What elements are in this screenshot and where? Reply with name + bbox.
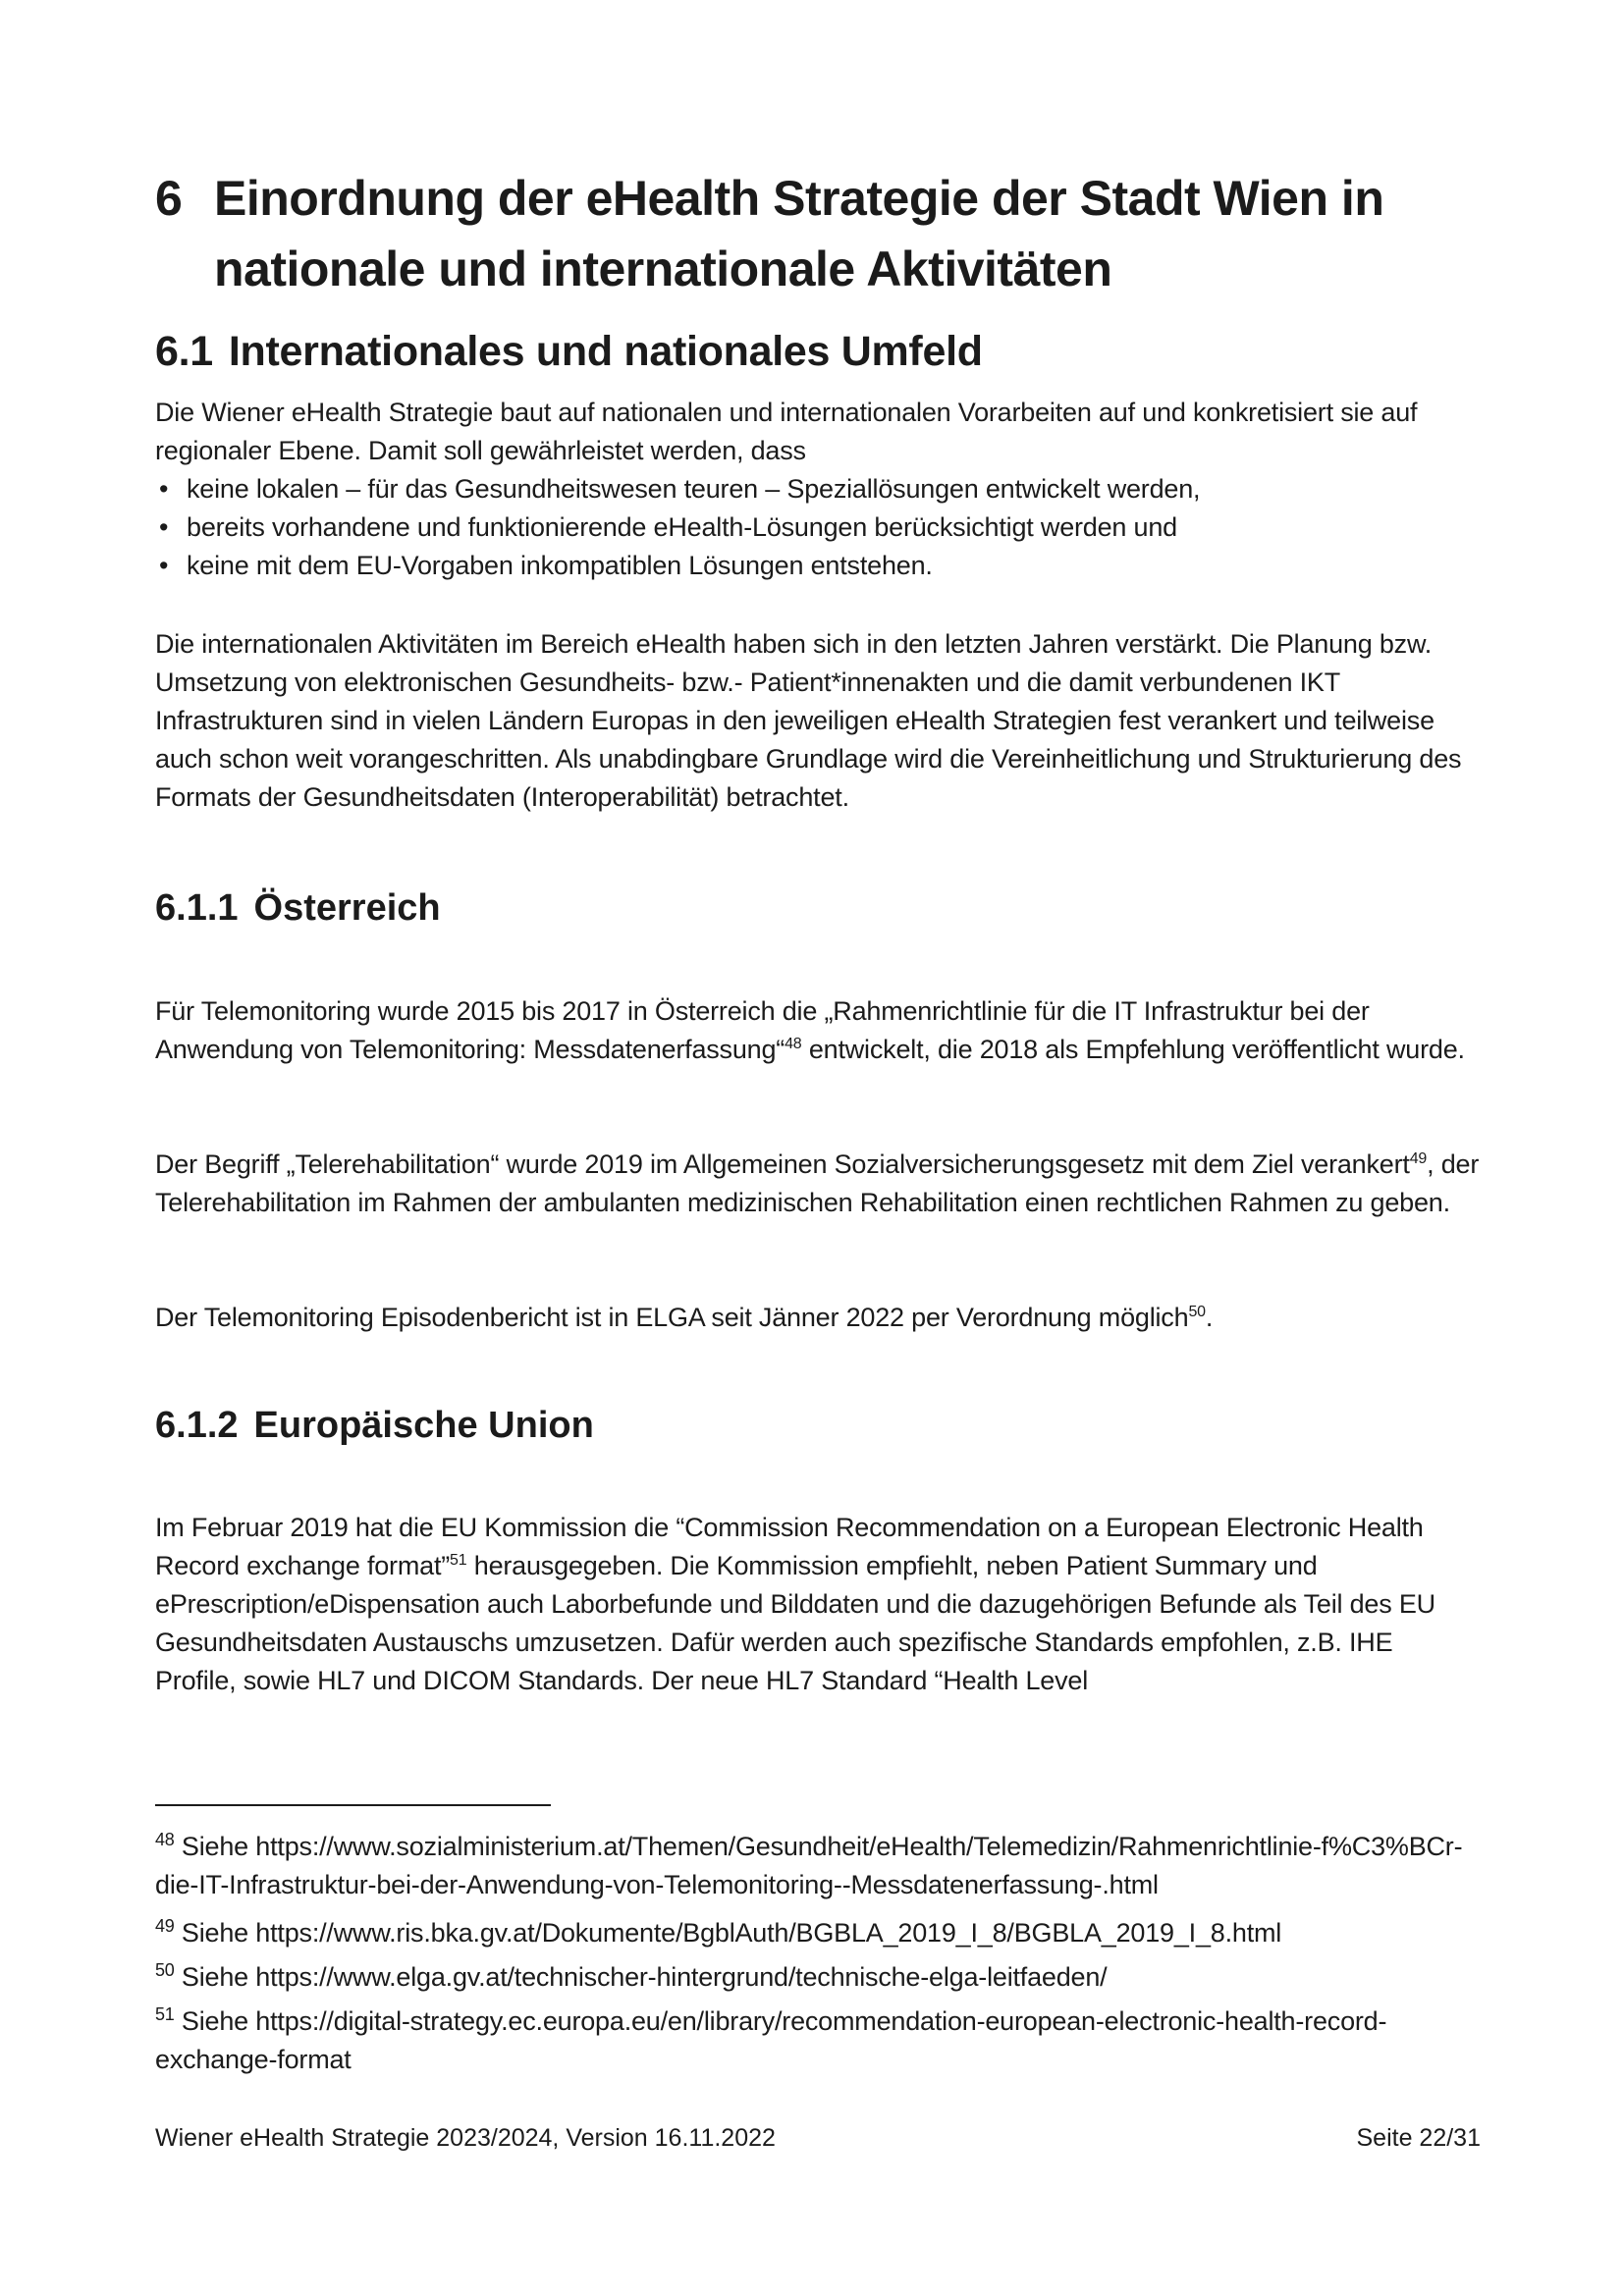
chapter-title-line-1: Einordnung der eHealth Strategie der Stadt Wien in [214,171,1384,226]
footnote-48 [155,1828,1481,1904]
bullet-icon: • [159,474,169,504]
footnote-number: 48 [155,1830,175,1849]
footnote-number: 51 [155,2004,175,2024]
footnote-ref[interactable]: 49 [1409,1150,1428,1167]
austria-paragraph-2: Der Begriff „Telerehabilitation“ wurde 2019 im Allgemeinen Sozialversicherungsgesetz mit dem Ziel verankert$^{49}$, der Telerehabilitation im Rahmen der ambulanten medizinischen Rehabilitation einen rechtlichen Rahmen zu geben. [155,1149,1480,1217]
intro-paragraph [155,394,1481,585]
chapter-number: 6 [155,171,183,226]
footnote-link[interactable]: Siehe https://www.ris.bka.gv.at/Dokumente/BgblAuth/BGBLA_2019_I_8/BGBLA_2019_I_8.html [174,1918,1282,1948]
chapter-title-line-2: nationale und internationale Aktivitäten [214,241,1112,296]
footnote-link[interactable]: Siehe https://digital-strategy.ec.europa.eu/en/library/recommendation-european-electronic-health-record-exchange-format [155,2006,1387,2074]
footnote-ref[interactable]: 48 [785,1036,802,1052]
footnote-number: 50 [155,1960,175,1980]
footnote-link[interactable]: Siehe https://www.sozialministerium.at/Themen/Gesundheit/eHealth/Telemedizin/Rahmenrichtlinie-f%C3%BCr-die-IT-Infrastruktur-bei-der-Anwendung-von-Telemonitoring--Messdatenerfassung-.html [155,1832,1463,1899]
bullet-icon: • [159,512,169,542]
section-number: 6.1.2 [155,1405,239,1446]
footnote-49 [155,1914,1481,1952]
footer-document-title: Wiener eHealth Strategie 2023/2024, Version 16.11.2022 [155,2124,776,2152]
list-item: • keine lokalen – für das Gesundheitswesen teuren – Speziallösungen entwickelt werden, [155,470,1481,508]
footer-page-number: Seite 22/31 [1356,2124,1481,2152]
section-number: 6.1 [155,328,213,375]
footnote-51 [155,2002,1481,2079]
austria-paragraph-3: Der Telemonitoring Episodenbericht ist in ELGA seit Jänner 2022 per Verordnung möglich$^{50}$. [155,1303,1214,1332]
footnote-link[interactable]: Siehe https://www.elga.gv.at/technischer-hintergrund/technische-elga-leitfaeden/ [174,1962,1108,1992]
footnote-50 [155,1958,1481,1997]
international-paragraph: Die internationalen Aktivitäten im Bereich eHealth haben sich in den letzten Jahren verstärkt. Die Planung bzw. Umsetzung von elektronischen Gesundheits- bzw.- Patient*innenakten und die damit verbundenen IKT Infrastrukturen sind in vielen Ländern Europas in den jeweiligen eHealth Strategien fest verankert und teilweise auch schon weit vorangeschritten. Als unabdingbare Grundlage wird die Vereinheitlichung und Strukturierung des Formats der Gesundheitsdaten (Interoperabilität) betrachtet. [155,629,1462,812]
austria-paragraph-1: Für Telemonitoring wurde 2015 bis 2017 in Österreich die „Rahmenrichtlinie für die IT Infrastruktur bei der Anwendung von Telemonitoring: Messdatenerfassung“$^{48}$ entwickelt, die 2018 als Empfehlung veröffentlicht wurde. [155,996,1465,1064]
footnote-number: 49 [155,1916,175,1936]
section-heading-6-1-2 [155,1401,594,1450]
section-title: Österreich [253,887,441,929]
intro-bullet-list [155,470,1481,585]
section-heading-6-1 [155,322,983,381]
document-page [155,0,1481,2296]
section-number: 6.1.1 [155,887,239,929]
eu-paragraph-1: Im Februar 2019 hat die EU Kommission die “Commission Recommendation on a European Electronic Health Record exchange format”$^{51}$ herausgegeben. Die Kommission empfiehlt, neben Patient Summary und ePrescription/eDispensation auch Laborbefunde und Bilddaten und die dazugehörigen Befunde als Teil des EU Gesundheitsdaten Austauschs umzusetzen. Dafür werden auch spezifische Standards empfohlen, z.B. IHE Profile, sowie HL7 und DICOM Standards. Der neue HL7 Standard “Health Level [155,1513,1435,1695]
section-heading-6-1-1 [155,883,441,933]
intro-text: Die Wiener eHealth Strategie baut auf nationalen und internationalen Vorarbeiten auf und konkretisiert sie auf regionaler Ebene. Damit soll gewährleistet werden, dass [155,398,1418,465]
list-item: • bereits vorhandene und funktionierende eHealth-Lösungen berücksichtigt werden und [155,508,1481,547]
bullet-icon: • [159,551,169,580]
list-item: • keine mit dem EU-Vorgaben inkompatiblen Lösungen entstehen. [155,547,1481,585]
footnote-ref[interactable]: 50 [1188,1304,1206,1320]
footnote-divider [155,1804,551,1806]
footnote-ref[interactable]: 51 [450,1552,467,1569]
section-title: Internationales und nationales Umfeld [228,328,983,375]
section-title: Europäische Union [253,1405,594,1446]
